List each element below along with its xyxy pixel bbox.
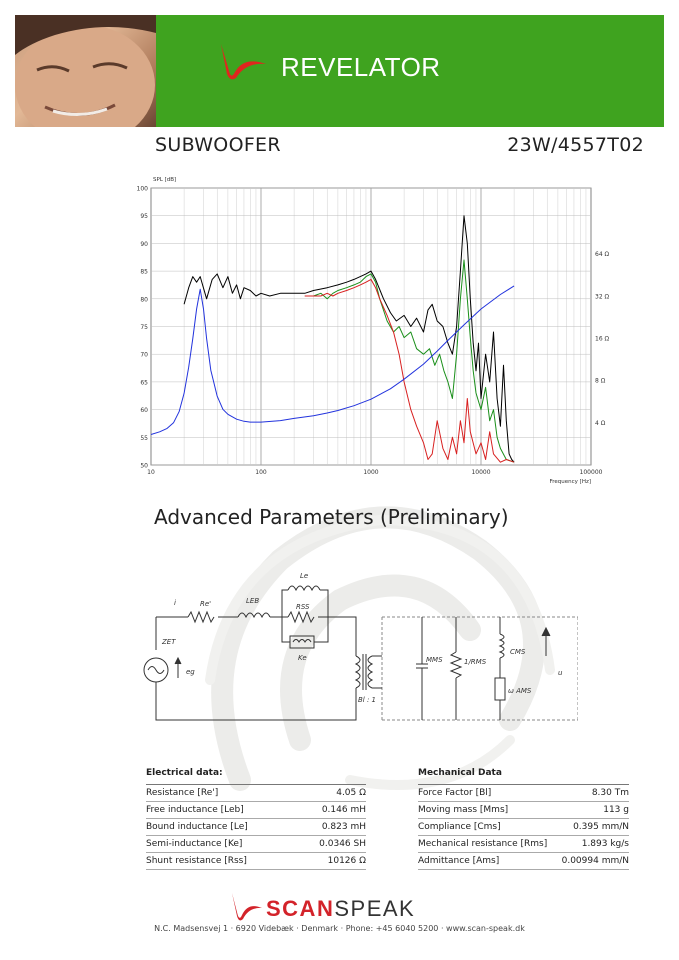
row-label: Moving mass [Mms]: [418, 805, 509, 815]
scanspeak-swoosh-icon: [230, 892, 264, 922]
circuit-label-ams: ω AMS: [508, 687, 532, 695]
logo-speak: SPEAK: [334, 896, 416, 921]
row-value: 10126 Ω: [327, 856, 366, 866]
face-photo-image: [15, 15, 156, 127]
header-photo: [15, 15, 156, 127]
row-value: 0.0346 SH: [319, 839, 366, 849]
logo-scan: SCAN: [266, 896, 335, 921]
brand-title: REVELATOR: [281, 52, 441, 82]
model-number: 23W/4557T02: [507, 134, 644, 156]
circuit-label-bl: Bl : 1: [358, 696, 377, 704]
scanspeak-logo: [228, 890, 458, 926]
table-row: [418, 785, 629, 802]
x-tick-label: 100: [255, 469, 267, 476]
circuit-label-i: i: [174, 599, 176, 607]
chart-svg: [130, 168, 630, 492]
circuit-label-re: Re': [200, 600, 212, 608]
row-label: Resistance [Re']: [146, 788, 219, 798]
footer-address: N.C. Madsensvej 1 · 6920 Videbæk · Denmark · Phone: +45 6040 5200 · www.scan-speak.dk: [154, 924, 525, 933]
x-tick-label: 10000: [471, 469, 491, 476]
y-tick-label: 80: [140, 296, 148, 304]
y-tick-label: 95: [140, 213, 148, 221]
y-tick-label: 75: [140, 324, 148, 331]
table-row: [146, 853, 366, 870]
frequency-response-chart: [130, 168, 630, 492]
circuit-label-u: u: [558, 669, 563, 677]
y-tick-label: 55: [140, 434, 148, 442]
circuit-label-rms: 1/RMS: [464, 658, 487, 666]
equivalent-circuit-diagram: [138, 560, 578, 730]
table-row: [418, 853, 629, 870]
row-value: 8.30 Tm: [591, 788, 629, 798]
impedance-tick-label: 64 Ω: [595, 251, 610, 259]
y-tick-label: 65: [140, 379, 148, 387]
electrical-data-table: [146, 768, 366, 870]
circuit-label-eg: eg: [186, 668, 195, 676]
row-value: 0.823 mH: [321, 822, 366, 832]
impedance-tick-label: 32 Ω: [595, 293, 610, 301]
table-row: [146, 836, 366, 853]
row-label: Semi-inductance [Ke]: [146, 839, 243, 849]
revelator-swoosh-icon: [218, 42, 270, 82]
row-value: 0.395 mm/N: [573, 822, 629, 832]
row-label: Admittance [Ams]: [418, 856, 500, 866]
y-tick-label: 85: [140, 268, 148, 276]
circuit-label-zet: ZET: [162, 638, 176, 646]
table-row: [418, 819, 629, 836]
row-label: Free inductance [Leb]: [146, 805, 244, 815]
y-axis-label: SPL [dB]: [153, 177, 177, 183]
mechanical-data-title: Mechanical Data: [418, 768, 629, 785]
circuit-label-ke: Ke: [298, 654, 307, 662]
y-tick-label: 60: [140, 407, 148, 415]
row-value: 113 g: [603, 805, 629, 815]
row-value: 4.05 Ω: [336, 788, 366, 798]
electrical-data-title: Electrical data:: [146, 768, 366, 785]
scanspeak-wordmark: [266, 896, 415, 922]
section-title: Advanced Parameters (Preliminary): [154, 505, 509, 529]
x-tick-label: 100000: [579, 469, 603, 476]
table-row: [146, 785, 366, 802]
x-axis-label: Frequency [Hz]: [549, 479, 591, 485]
y-tick-label: 90: [140, 240, 148, 248]
row-label: Bound inductance [Le]: [146, 822, 248, 832]
row-label: Shunt resistance [Rss]: [146, 856, 247, 866]
circuit-label-le: Le: [300, 572, 309, 580]
row-value: 0.146 mH: [321, 805, 366, 815]
impedance-tick-label: 4 Ω: [595, 419, 606, 427]
table-row: [146, 819, 366, 836]
impedance-tick-label: 8 Ω: [595, 377, 606, 385]
x-tick-label: 1000: [363, 469, 379, 476]
table-row: [418, 802, 629, 819]
row-value: 0.00994 mm/N: [561, 856, 629, 866]
y-tick-label: 70: [140, 351, 148, 359]
circuit-label-rss: RSS: [296, 603, 310, 611]
mechanical-data-table: [418, 768, 629, 870]
table-row: [418, 836, 629, 853]
circuit-label-cms: CMS: [510, 648, 526, 656]
circuit-label-leb: LEB: [246, 597, 260, 605]
y-tick-label: 100: [136, 185, 148, 193]
row-label: Compliance [Cms]: [418, 822, 501, 832]
table-row: [146, 802, 366, 819]
row-label: Force Factor [Bl]: [418, 788, 492, 798]
impedance-tick-label: 16 Ω: [595, 335, 610, 343]
x-tick-label: 10: [147, 469, 155, 476]
circuit-label-mms: MMS: [426, 656, 443, 664]
row-label: Mechanical resistance [Rms]: [418, 839, 548, 849]
y-tick-label: 50: [140, 462, 148, 470]
product-type: SUBWOOFER: [155, 134, 281, 156]
row-value: 1.893 kg/s: [581, 839, 629, 849]
